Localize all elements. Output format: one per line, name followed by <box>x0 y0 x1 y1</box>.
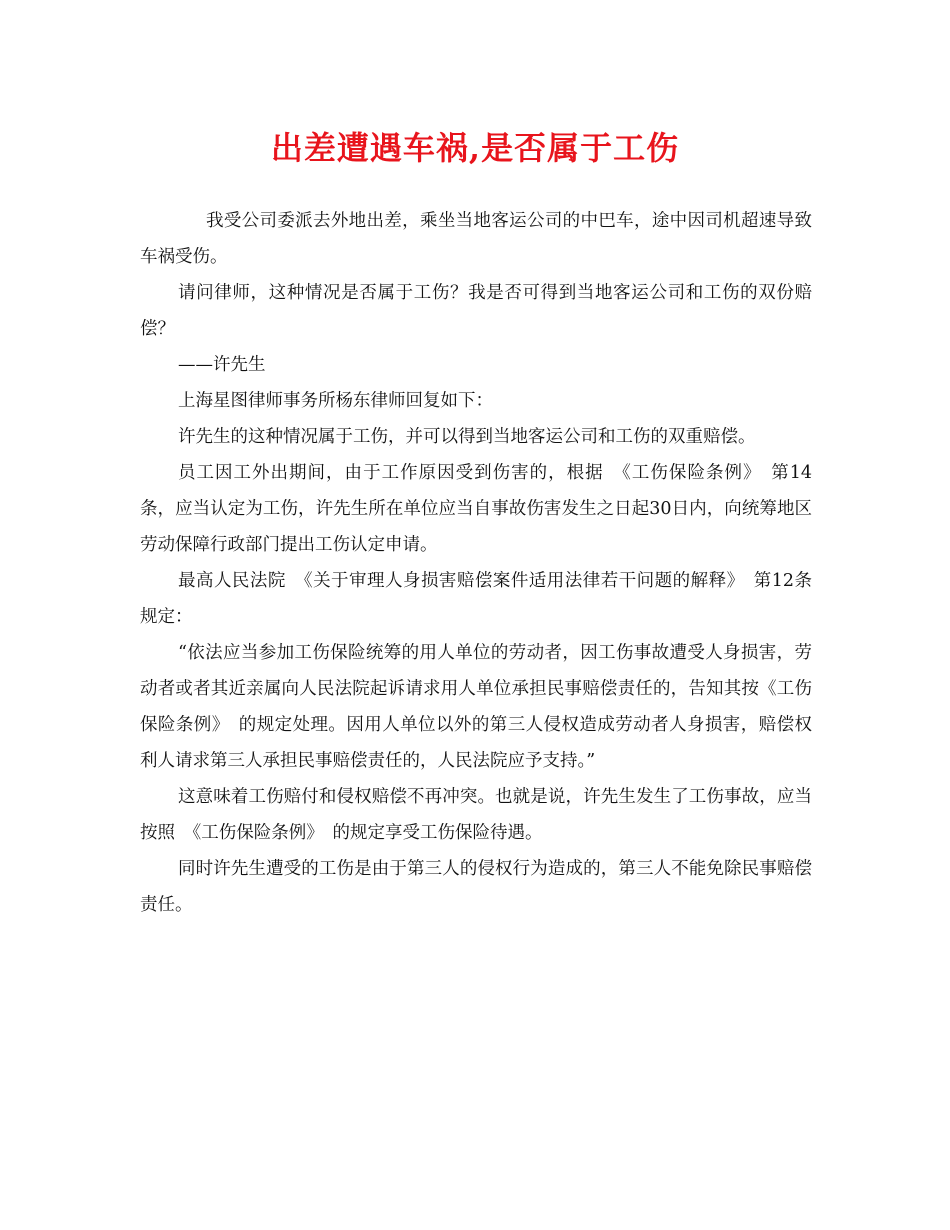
paragraph-conclusion: 同时许先生遭受的工伤是由于第三人的侵权行为造成的，第三人不能免除民事赔偿责任。 <box>140 859 812 915</box>
paragraph-signature: ——许先生 <box>178 355 266 375</box>
paragraph-answer: 许先生的这种情况属于工伤，并可以得到当地客运公司和工伤的双重赔偿。 <box>178 427 756 447</box>
paragraph-meaning: 这意味着工伤赔付和侵权赔偿不再冲突。也就是说，许先生发生了工伤事故，应当按照 《工伤保险条例》 的规定享受工伤保险待遇。 <box>140 787 812 843</box>
paragraph-quote: “依法应当参加工伤保险统筹的用人单位的劳动者，因工伤事故遭受人身损害，劳动者或者其近亲属向人民法院起诉请求用人单位承担民事赔偿责任的，告知其按《工伤保险条例》 的规定处理。因用人单位以外的第三人侵权造成劳动者人身损害，赔偿权利人请求第三人承担民事赔偿责任的，人民法院应予支持。” <box>140 643 812 771</box>
document-body <box>140 203 812 923</box>
paragraph-question: 我受公司委派去外地出差，乘坐当地客运公司的中巴车，途中因司机超速导致车祸受伤。 <box>140 211 812 267</box>
document-title: 出差遭遇车祸,是否属于工伤 <box>270 129 680 167</box>
paragraph-lawyer-reply: 上海星图律师事务所杨东律师回复如下： <box>178 391 493 411</box>
paragraph-question-ask: 请问律师，这种情况是否属于工伤？我是否可得到当地客运公司和工伤的双份赔偿？ <box>140 283 812 339</box>
paragraph-regulation: 员工因工外出期间，由于工作原因受到伤害的，根据 《工伤保险条例》 第14条，应当认定为工伤，许先生所在单位应当自事故伤害发生之日起30日内，向统筹地区劳动保障行政部门提出工伤认定申请。 <box>140 463 812 555</box>
paragraph-court-interpretation: 最高人民法院 《关于审理人身损害赔偿案件适用法律若干问题的解释》 第12条规定： <box>140 571 812 627</box>
